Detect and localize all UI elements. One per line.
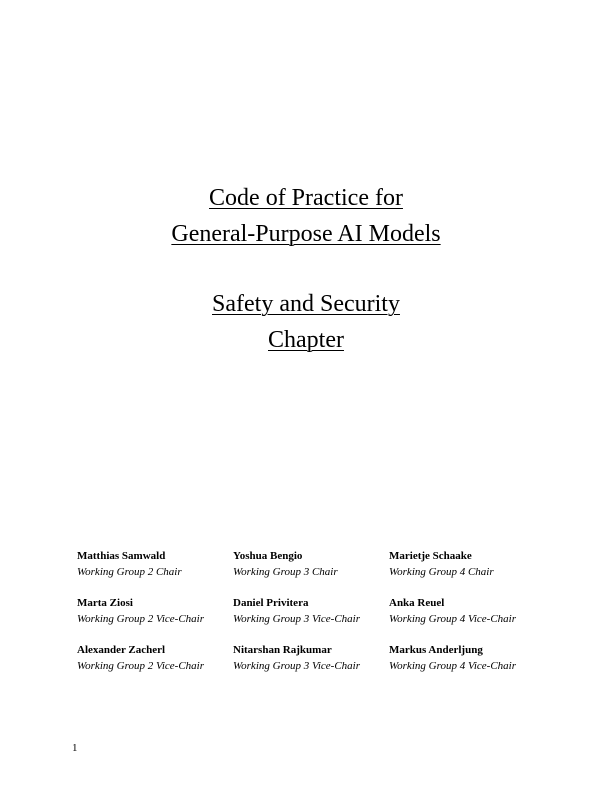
author-name: Daniel Privitera bbox=[233, 597, 309, 609]
title-spacer bbox=[0, 252, 612, 286]
title-line-3: Safety and Security bbox=[212, 291, 400, 317]
author-role: Working Group 4 Vice-Chair bbox=[389, 660, 516, 672]
author-name: Nitarshan Rajkumar bbox=[233, 644, 332, 656]
author-entry bbox=[77, 595, 233, 642]
author-role: Working Group 2 Chair bbox=[77, 566, 182, 578]
author-role: Working Group 2 Vice-Chair bbox=[77, 660, 204, 672]
author-name: Anka Reuel bbox=[389, 597, 445, 609]
author-name: Marta Ziosi bbox=[77, 597, 133, 609]
author-entry bbox=[77, 642, 233, 689]
author-entry bbox=[233, 595, 389, 642]
author-name: Yoshua Bengio bbox=[233, 550, 303, 562]
author-entry bbox=[389, 642, 545, 689]
authors-grid bbox=[77, 548, 547, 689]
author-role: Working Group 4 Chair bbox=[389, 566, 494, 578]
author-row bbox=[77, 548, 547, 595]
author-row bbox=[77, 642, 547, 689]
author-role: Working Group 3 Vice-Chair bbox=[233, 613, 360, 625]
author-entry bbox=[233, 548, 389, 595]
title-line-2: General-Purpose AI Models bbox=[171, 221, 441, 247]
author-row bbox=[77, 595, 547, 642]
author-name: Alexander Zacherl bbox=[77, 644, 166, 656]
document-title bbox=[0, 180, 612, 358]
author-entry bbox=[389, 548, 545, 595]
author-role: Working Group 2 Vice-Chair bbox=[77, 613, 204, 625]
author-role: Working Group 3 Vice-Chair bbox=[233, 660, 360, 672]
title-line-1: Code of Practice for bbox=[209, 185, 403, 211]
author-entry bbox=[77, 548, 233, 595]
page-number: 1 bbox=[72, 742, 78, 754]
author-name: Marietje Schaake bbox=[389, 550, 472, 562]
author-entry bbox=[233, 642, 389, 689]
title-line-4: Chapter bbox=[268, 327, 344, 353]
author-name: Matthias Samwald bbox=[77, 550, 166, 562]
author-role: Working Group 3 Chair bbox=[233, 566, 338, 578]
author-name: Markus Anderljung bbox=[389, 644, 483, 656]
author-entry bbox=[389, 595, 545, 642]
author-role: Working Group 4 Vice-Chair bbox=[389, 613, 516, 625]
